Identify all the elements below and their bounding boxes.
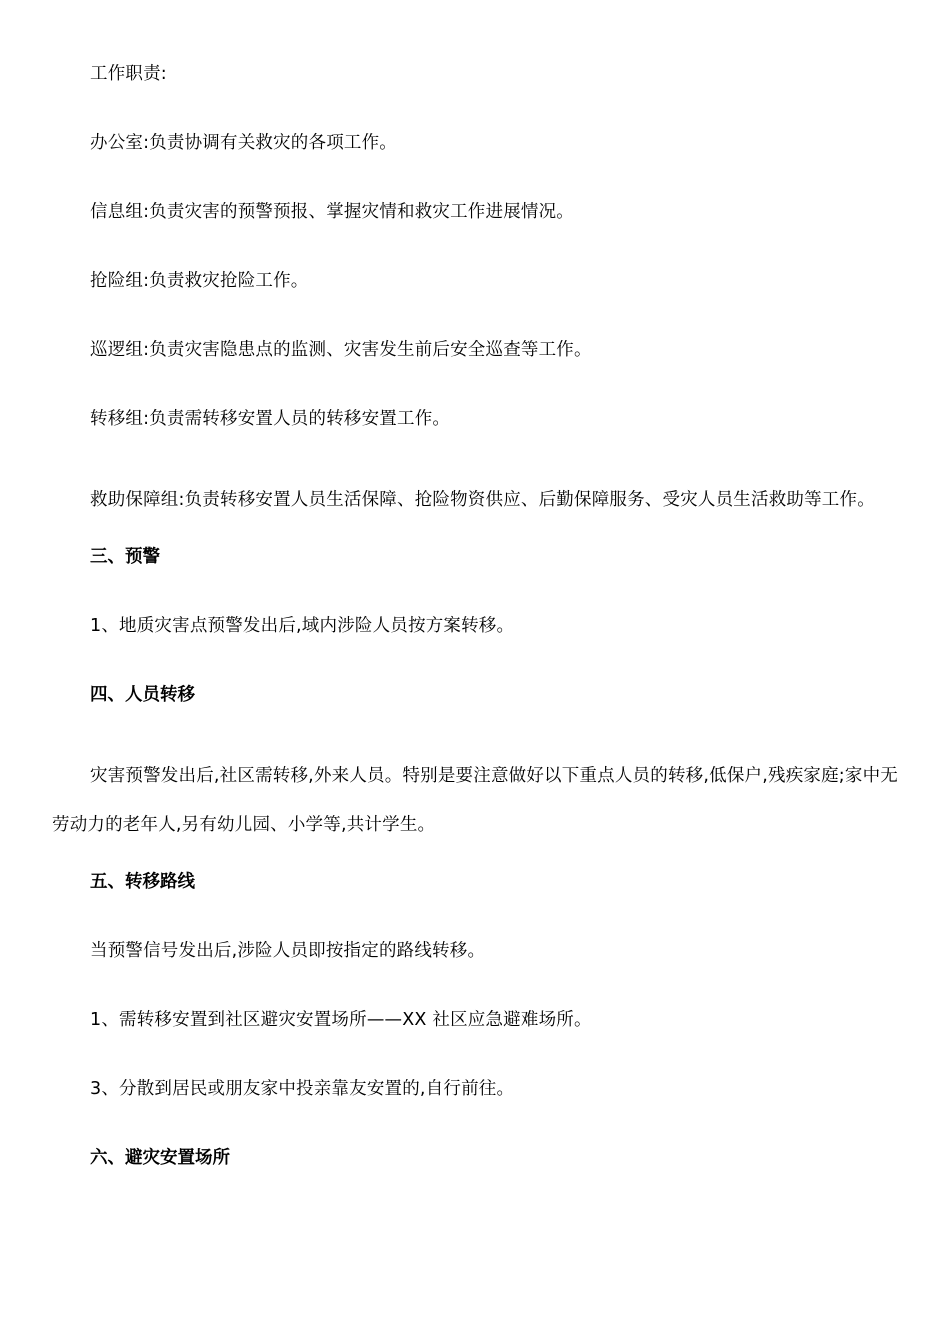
section-heading-shelter: 六、避灾安置场所 [90, 1148, 230, 1168]
section-heading-transfer-route: 五、转移路线 [90, 872, 195, 892]
paragraph-info-group: 信息组:负责灾害的预警预报、掌握灾情和救灾工作进展情况。 [90, 202, 574, 222]
paragraph-rescue-group: 抢险组:负责救灾抢险工作。 [90, 271, 309, 291]
paragraph-transfer-group: 转移组:负责需转移安置人员的转移安置工作。 [90, 409, 451, 429]
paragraph-route-1: 1、需转移安置到社区避灾安置场所——XX 社区应急避难场所。 [90, 1010, 592, 1030]
paragraph-duties-title: 工作职责: [90, 64, 167, 84]
paragraph-patrol-group: 巡逻组:负责灾害隐患点的监测、灾害发生前后安全巡查等工作。 [90, 340, 592, 360]
paragraph-warning-1: 1、地质灾害点预警发出后,域内涉险人员按方案转移。 [90, 616, 515, 636]
section-heading-warning: 三、预警 [90, 547, 160, 567]
paragraph-route-intro: 当预警信号发出后,涉险人员即按指定的路线转移。 [90, 941, 486, 961]
paragraph-support-group: 救助保障组:负责转移安置人员生活保障、抢险物资供应、后勤保障服务、受灾人员生活救助等工作。 [90, 490, 875, 510]
paragraph-office: 办公室:负责协调有关救灾的各项工作。 [90, 133, 397, 153]
paragraph-route-3: 3、分散到居民或朋友家中投亲靠友安置的,自行前往。 [90, 1079, 515, 1099]
section-heading-personnel-transfer: 四、人员转移 [90, 685, 195, 705]
paragraph-personnel-transfer: 灾害预警发出后,社区需转移,外来人员。特别是要注意做好以下重点人员的转移,低保户,残疾家庭;家中无劳动力的老年人,另有幼儿园、小学等,共计学生。 [52, 766, 898, 835]
